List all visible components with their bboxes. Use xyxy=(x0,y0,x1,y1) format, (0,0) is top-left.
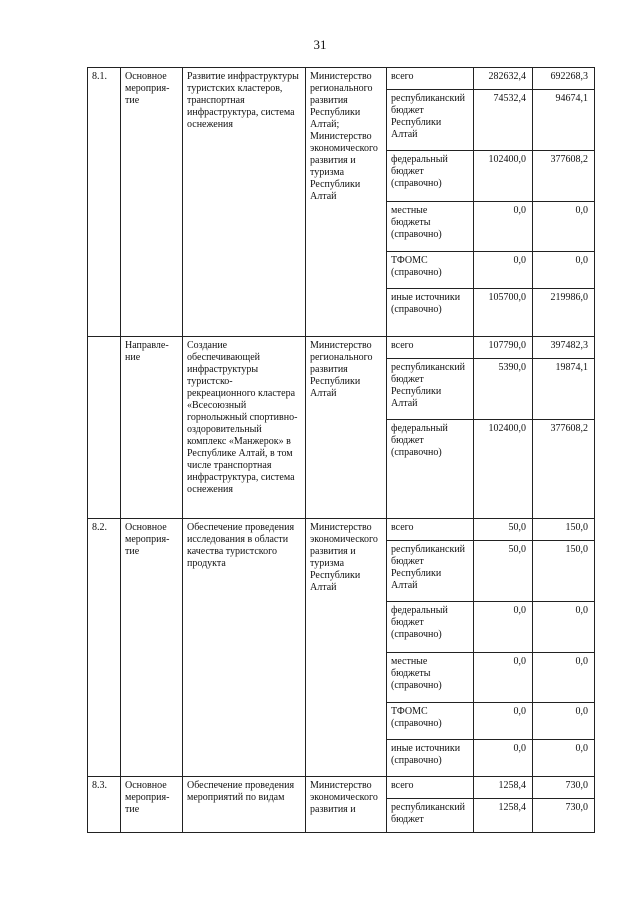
funding-source: всего xyxy=(387,337,474,359)
funding-source: республиканский бюджет xyxy=(387,799,474,833)
item-type: Основное мероприя-тие xyxy=(121,68,183,337)
funding-value-1: 50,0 xyxy=(474,519,533,541)
funding-value-1: 102400,0 xyxy=(474,151,533,202)
funding-source: республиканский бюджет Республики Алтай xyxy=(387,541,474,602)
funding-value-1: 1258,4 xyxy=(474,799,533,833)
page-number: 31 xyxy=(313,37,327,52)
funding-value-2: 219986,0 xyxy=(533,289,595,337)
funding-value-2: 377608,2 xyxy=(533,420,595,519)
funding-source: республиканский бюджет Республики Алтай xyxy=(387,359,474,420)
table-row xyxy=(88,68,595,90)
item-description: Создание обеспечивающей инфраструктуры туристско-рекреационного кластера «Всесоюзный горнолыжный спортивно-оздоровительный комплекс «Манжерок» в Республике Алтай, в том числе транспортная инфраструктура, система оснежения xyxy=(183,337,306,519)
funding-source: федеральный бюджет (справочно) xyxy=(387,151,474,202)
funding-value-2: 0,0 xyxy=(533,602,595,653)
funding-value-2: 730,0 xyxy=(533,799,595,833)
funding-value-2: 19874,1 xyxy=(533,359,595,420)
funding-value-2: 692268,3 xyxy=(533,68,595,90)
item-description: Развитие инфраструктуры туристских кластеров, транспортная инфраструктура, система оснежения xyxy=(183,68,306,337)
funding-source: иные источники (справочно) xyxy=(387,740,474,777)
funding-source: иные источники (справочно) xyxy=(387,289,474,337)
funding-source: республиканский бюджет Республики Алтай xyxy=(387,90,474,151)
funding-value-1: 5390,0 xyxy=(474,359,533,420)
funding-value-1: 0,0 xyxy=(474,252,533,289)
funding-value-1: 0,0 xyxy=(474,602,533,653)
item-responsible: Министерство экономического развития и туризма Республики Алтай xyxy=(306,519,387,777)
funding-value-1: 1258,4 xyxy=(474,777,533,799)
funding-source: ТФОМС (справочно) xyxy=(387,252,474,289)
funding-value-1: 0,0 xyxy=(474,740,533,777)
funding-value-2: 0,0 xyxy=(533,703,595,740)
funding-value-1: 74532,4 xyxy=(474,90,533,151)
funding-value-2: 377608,2 xyxy=(533,151,595,202)
item-number xyxy=(88,337,121,519)
item-responsible: Министерство регионального развития Республики Алтай xyxy=(306,337,387,519)
funding-source: федеральный бюджет (справочно) xyxy=(387,420,474,519)
funding-value-2: 0,0 xyxy=(533,252,595,289)
item-number: 8.3. xyxy=(88,777,121,833)
funding-source: местные бюджеты (справочно) xyxy=(387,653,474,703)
item-number: 8.2. xyxy=(88,519,121,777)
table-row xyxy=(88,337,595,359)
item-responsible: Министерство экономического развития и xyxy=(306,777,387,833)
funding-value-2: 397482,3 xyxy=(533,337,595,359)
item-type: Основное мероприя-тие xyxy=(121,519,183,777)
item-responsible: Министерство регионального развития Республики Алтай; Министерство экономического развития и туризма Республики Алтай xyxy=(306,68,387,337)
funding-value-2: 150,0 xyxy=(533,541,595,602)
funding-value-1: 50,0 xyxy=(474,541,533,602)
item-description: Обеспечение проведения исследования в области качества туристского продукта xyxy=(183,519,306,777)
item-number: 8.1. xyxy=(88,68,121,337)
funding-value-2: 0,0 xyxy=(533,740,595,777)
funding-value-1: 282632,4 xyxy=(474,68,533,90)
funding-value-1: 102400,0 xyxy=(474,420,533,519)
funding-value-2: 94674,1 xyxy=(533,90,595,151)
funding-source: всего xyxy=(387,68,474,90)
item-type: Основное мероприя-тие xyxy=(121,777,183,833)
funding-source: местные бюджеты (справочно) xyxy=(387,202,474,252)
funding-value-2: 730,0 xyxy=(533,777,595,799)
funding-value-1: 0,0 xyxy=(474,653,533,703)
funding-source: всего xyxy=(387,519,474,541)
funding-value-2: 0,0 xyxy=(533,653,595,703)
funding-value-1: 105700,0 xyxy=(474,289,533,337)
funding-source: всего xyxy=(387,777,474,799)
item-description: Обеспечение проведения мероприятий по видам xyxy=(183,777,306,833)
funding-value-1: 107790,0 xyxy=(474,337,533,359)
funding-source: федеральный бюджет (справочно) xyxy=(387,602,474,653)
funding-value-2: 150,0 xyxy=(533,519,595,541)
budget-table xyxy=(87,67,595,833)
funding-value-1: 0,0 xyxy=(474,703,533,740)
funding-source: ТФОМС (справочно) xyxy=(387,703,474,740)
funding-value-2: 0,0 xyxy=(533,202,595,252)
table-row xyxy=(88,777,595,799)
item-type: Направле-ние xyxy=(121,337,183,519)
table-row xyxy=(88,519,595,541)
funding-value-1: 0,0 xyxy=(474,202,533,252)
